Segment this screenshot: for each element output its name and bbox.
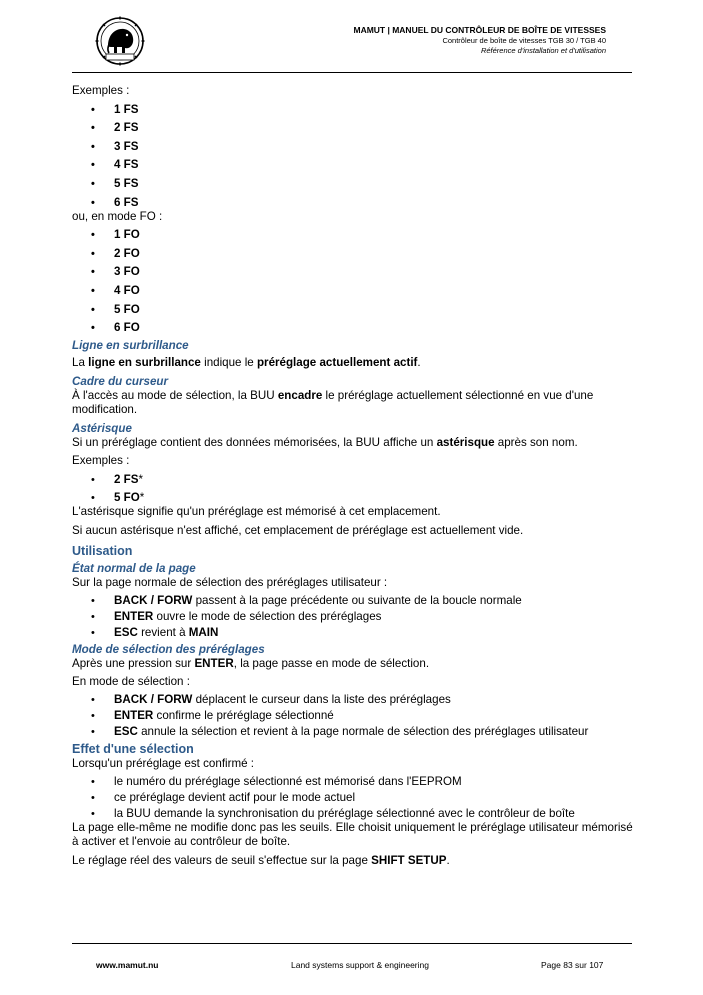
list-item: • 4 FS [72,158,634,172]
fs-list [72,103,634,210]
list-item: • 5 FO* [72,491,634,505]
cursor-paragraph: À l'accès au mode de sélection, la BUU encadre le préréglage actuellement sélectionné en vue d'une modification. [72,389,594,417]
selection-mode-paragraph: Après une pression sur ENTER, la page passe en mode de sélection. [72,657,430,671]
list-item: • 1 FS [72,103,634,117]
selection-mode-heading: Mode de sélection des préréglages [72,643,265,657]
list-item: • ENTER ouvre le mode de sélection des préréglages [72,610,634,624]
selection-mode-list [72,693,634,739]
asterisk-note-1: L'astérisque signifie qu'un préréglage est mémorisé à cet emplacement. [72,505,441,519]
list-item: • BACK / FORW déplacent le curseur dans la liste des préréglages [72,693,634,707]
header-subtitle: Contrôleur de boîte de vitesses TGB 30 / TGB 40 [442,36,606,45]
footer-divider [72,943,632,944]
header-subtitle-italic: Référence d'installation et d'utilisation [480,46,606,55]
list-item: • ce préréglage devient actif pour le mode actuel [72,791,634,805]
normal-state-heading: État normal de la page [72,562,196,576]
list-item: • 5 FS [72,177,634,191]
list-item: • ESC revient à MAIN [72,626,634,640]
header-title: MAMUT | MANUEL DU CONTRÔLEUR DE BOÎTE DE VITESSES [353,25,606,35]
page-content [72,83,634,868]
list-item: • 5 FO [72,303,634,317]
list-item: • 3 FO [72,265,634,279]
list-item: • 3 FS [72,140,634,154]
list-item: • 2 FO [72,247,634,261]
list-item: • 6 FO [72,321,634,335]
effect-intro: Lorsqu'un préréglage est confirmé : [72,757,255,771]
footer-page-number: Page 83 sur 107 [541,960,604,970]
asterisk-note-2: Si aucun astérisque n'est affiché, cet emplacement de préréglage est actuellement vide. [72,524,524,538]
list-item: • 1 FO [72,228,634,242]
examples-label-2: Exemples : [72,454,130,468]
fo-list [72,228,634,335]
list-item: • BACK / FORW passent à la page précédente ou suivante de la boucle normale [72,594,634,608]
fo-intro: ou, en mode FO : [72,209,163,223]
list-item: • 2 FS [72,121,634,135]
highlight-paragraph: La ligne en surbrillance indique le préréglage actuellement actif. [72,356,421,370]
normal-list [72,594,634,640]
page-header [72,14,632,73]
footer-website: www.mamut.nu [96,960,159,970]
list-item: • 4 FO [72,284,634,298]
final-paragraph: Le réglage réel des valeurs de seuil s'effectue sur la page SHIFT SETUP. [72,854,450,868]
asterisk-paragraph: Si un préréglage contient des données mémorisées, la BUU affiche un astérisque après son nom. [72,436,578,450]
list-item: • ESC annule la sélection et revient à la page normale de sélection des préréglages utilisateur [72,725,634,739]
effect-note: La page elle-même ne modifie donc pas les seuils. Elle choisit uniquement le préréglage utilisateur mémorisé à activer et l'envoie au contrôleur de boîte. [72,821,633,849]
list-item: • la BUU demande la synchronisation du préréglage sélectionné avec le contrôleur de boîte [72,807,634,821]
selection-mode-intro: En mode de sélection : [72,675,190,689]
asterisk-heading: Astérisque [72,422,132,436]
list-item: • 6 FS [72,196,634,210]
highlight-heading: Ligne en surbrillance [72,339,189,353]
normal-intro: Sur la page normale de sélection des préréglages utilisateur : [72,576,388,590]
examples-label: Exemples : [72,84,130,97]
asterisk-list [72,473,634,506]
usage-heading: Utilisation [72,544,133,559]
list-item: • 2 FS* [72,473,634,487]
mamut-logo [94,16,146,66]
list-item: • ENTER confirme le préréglage sélectionné [72,709,634,723]
list-item: • le numéro du préréglage sélectionné est mémorisé dans l'EEPROM [72,775,634,789]
effect-list [72,775,634,821]
footer-tagline: Land systems support & engineering [291,960,429,970]
cursor-heading: Cadre du curseur [72,375,168,389]
effect-heading: Effet d'une sélection [72,742,194,757]
